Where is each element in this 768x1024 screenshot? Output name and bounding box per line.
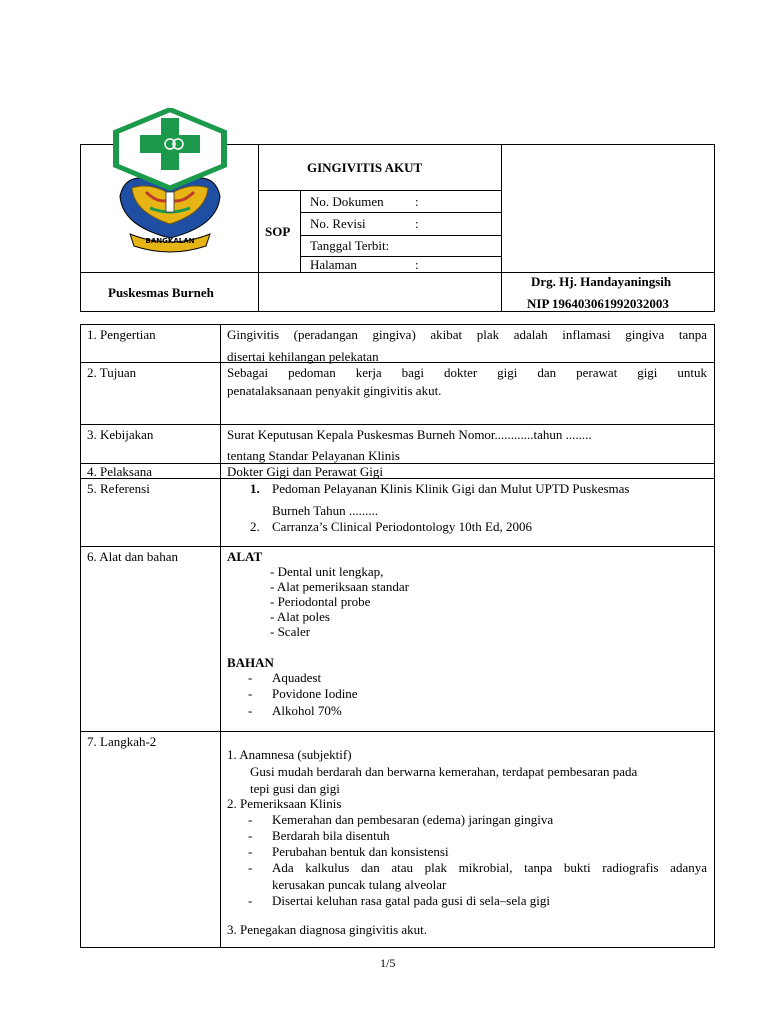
row-text: Dokter Gigi dan Perawat Gigi — [227, 464, 383, 479]
step-item: Berdarah bila disentuh — [272, 828, 390, 843]
org-name: Puskesmas Burneh — [108, 285, 214, 300]
bullet-dash: - — [248, 844, 253, 859]
bullet-dash: - — [248, 828, 253, 843]
meta-label: Tanggal Terbit: — [310, 238, 390, 253]
list-number: 2. — [250, 519, 260, 534]
row-label: 4. Pelaksana — [87, 464, 152, 479]
step-item: Ada kalkulus dan atau plak mikrobial, tanpa bukti radiografis adanya — [272, 860, 707, 875]
alat-item: - Alat pemeriksaan standar — [270, 579, 409, 594]
alat-item: - Dental unit lengkap, — [270, 564, 384, 579]
meta-value: : — [415, 216, 419, 231]
row-label: 6. Alat dan bahan — [87, 549, 178, 564]
alat-heading: ALAT — [227, 549, 263, 564]
bullet-dash: - — [248, 670, 253, 685]
meta-label: No. Revisi — [310, 216, 366, 231]
row-label: 5. Referensi — [87, 481, 150, 496]
row-text: tentang Standar Pelayanan Klinis — [227, 448, 400, 463]
alat-item: - Alat poles — [270, 609, 330, 624]
bahan-heading: BAHAN — [227, 655, 274, 670]
list-item: Burneh Tahun ......... — [272, 503, 379, 518]
row-text: Gingivitis (peradangan gingiva) akibat plak adalah inflamasi gingiva tanpa — [227, 327, 707, 342]
step-title: 1. Anamnesa (subjektif) — [227, 747, 352, 762]
signer-name: Drg. Hj. Handayaningsih — [531, 274, 672, 289]
row-text: Sebagai pedoman kerja bagi dokter gigi dan perawat gigi untuk — [227, 365, 707, 380]
row-label: 3. Kebijakan — [87, 427, 154, 442]
bullet-dash: - — [248, 812, 253, 827]
row-text: penatalaksanaan penyakit gingivitis akut. — [227, 383, 442, 398]
meta-value: : — [415, 194, 419, 209]
puskesmas-logo — [110, 108, 230, 258]
bullet-dash: - — [248, 893, 253, 908]
row-label: 2. Tujuan — [87, 365, 137, 380]
bahan-item: Alkohol 70% — [272, 703, 342, 718]
list-item: Carranza’s Clinical Periodontology 10th Ed, 2006 — [272, 519, 532, 534]
logo-text: BANGKALAN — [145, 237, 195, 245]
bullet-dash: - — [248, 703, 253, 718]
sop-label: SOP — [265, 224, 291, 239]
alat-item: - Scaler — [270, 624, 311, 639]
bullet-dash: - — [248, 860, 253, 875]
step-item: Kemerahan dan pembesaran (edema) jaringan gingiva — [272, 812, 554, 827]
alat-item: - Periodontal probe — [270, 594, 371, 609]
signer-nip: NIP 196403061992032003 — [527, 296, 669, 311]
step-item: Perubahan bentuk dan konsistensi — [272, 844, 449, 859]
meta-label: No. Dokumen — [310, 194, 384, 209]
row-label: 1. Pengertian — [87, 327, 156, 342]
page-number: 1/5 — [380, 956, 396, 970]
bahan-item: Aquadest — [272, 670, 322, 685]
bullet-dash: - — [248, 686, 253, 701]
meta-value: : — [415, 257, 419, 272]
bahan-item: Povidone Iodine — [272, 686, 358, 701]
step-item: kerusakan puncak tulang alveolar — [272, 877, 447, 892]
list-item: Pedoman Pelayanan Klinis Klinik Gigi dan Mulut UPTD Puskesmas — [272, 481, 630, 496]
step-title: 3. Penegakan diagnosa gingivitis akut. — [227, 922, 428, 937]
row-text: disertai kehilangan pelekatan — [227, 349, 379, 364]
list-number: 1. — [250, 481, 260, 496]
step-item: Disertai keluhan rasa gatal pada gusi di sela–sela gigi — [272, 893, 550, 908]
row-text: Surat Keputusan Kepala Puskesmas Burneh Nomor............tahun ........ — [227, 427, 592, 442]
step-text: Gusi mudah berdarah dan berwarna kemerahan, terdapat pembesaran pada — [250, 764, 638, 779]
meta-label: Halaman — [310, 257, 357, 272]
doc-title: GINGIVITIS AKUT — [307, 160, 423, 175]
row-label: 7. Langkah-2 — [87, 734, 157, 749]
step-text: tepi gusi dan gigi — [250, 781, 340, 796]
step-title: 2. Pemeriksaan Klinis — [227, 796, 342, 811]
